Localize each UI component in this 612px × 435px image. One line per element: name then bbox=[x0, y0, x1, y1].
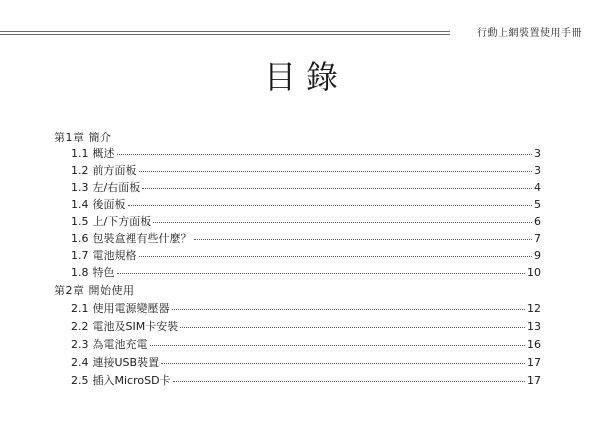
dot-leader bbox=[194, 239, 533, 240]
entry-page: 13 bbox=[527, 320, 541, 333]
entry-number: 1.2 bbox=[71, 164, 89, 177]
entry-page: 3 bbox=[534, 147, 541, 160]
entry-number: 1.3 bbox=[71, 181, 89, 194]
entry-label: 概述 bbox=[92, 147, 115, 160]
entry-page: 12 bbox=[527, 302, 541, 315]
toc-entry-1-6[interactable] bbox=[71, 230, 541, 246]
toc-entry-1-5[interactable] bbox=[71, 213, 541, 229]
entry-number: 2.4 bbox=[71, 356, 89, 369]
entry-page: 5 bbox=[534, 198, 541, 211]
entry-number: 1.5 bbox=[71, 215, 89, 228]
dot-leader bbox=[139, 256, 533, 257]
entry-page: 3 bbox=[534, 164, 541, 177]
entry-page: 16 bbox=[527, 338, 541, 351]
entry-page: 4 bbox=[534, 181, 541, 194]
toc-entry-2-5[interactable] bbox=[71, 372, 541, 388]
entry-page: 9 bbox=[534, 249, 541, 262]
entry-number: 1.8 bbox=[71, 266, 89, 279]
toc-entry-2-1[interactable] bbox=[71, 300, 541, 316]
dot-leader bbox=[128, 205, 533, 206]
toc-entry-2-4[interactable] bbox=[71, 354, 541, 370]
entry-page: 7 bbox=[534, 232, 541, 245]
entry-label: 上/下方面板 bbox=[92, 215, 152, 228]
dot-leader bbox=[173, 381, 525, 382]
toc-entry-1-8[interactable] bbox=[71, 264, 541, 280]
toc-entry-1-1[interactable] bbox=[71, 145, 541, 161]
entry-label: 前方面板 bbox=[92, 164, 137, 177]
dot-leader bbox=[180, 327, 525, 328]
dot-leader bbox=[117, 154, 533, 155]
toc-entry-1-7[interactable] bbox=[71, 247, 541, 263]
dot-leader bbox=[150, 345, 526, 346]
header-title: 行動上網裝置使用手冊 bbox=[477, 28, 582, 39]
toc-entry-1-4[interactable] bbox=[71, 196, 541, 212]
entry-label: 電池規格 bbox=[92, 249, 137, 262]
entry-label: 左/右面板 bbox=[92, 181, 141, 194]
page-title: 目錄 bbox=[263, 58, 348, 96]
dot-leader bbox=[117, 273, 526, 274]
entry-label: 使用電源變壓器 bbox=[92, 302, 170, 315]
chapter-1-heading[interactable]: 第1章 簡介 bbox=[54, 131, 112, 144]
dot-leader bbox=[153, 222, 532, 223]
entry-page: 17 bbox=[527, 374, 541, 387]
entry-label: 特色 bbox=[92, 266, 115, 279]
entry-page: 6 bbox=[534, 215, 541, 228]
entry-label: 插入MicroSD卡 bbox=[92, 374, 171, 387]
running-header bbox=[0, 22, 612, 42]
entry-number: 1.7 bbox=[71, 249, 89, 262]
entry-number: 1.6 bbox=[71, 232, 89, 245]
dot-leader bbox=[142, 188, 532, 189]
entry-number: 2.5 bbox=[71, 374, 89, 387]
entry-page: 10 bbox=[527, 266, 541, 279]
toc-entry-1-3[interactable] bbox=[71, 179, 541, 195]
entry-page: 17 bbox=[527, 356, 541, 369]
entry-number: 2.1 bbox=[71, 302, 89, 315]
entry-label: 電池及SIM卡安裝 bbox=[92, 320, 179, 333]
entry-number: 2.2 bbox=[71, 320, 89, 333]
toc-entry-2-3[interactable] bbox=[71, 336, 541, 352]
toc-entry-2-2[interactable] bbox=[71, 318, 541, 334]
dot-leader bbox=[172, 309, 526, 310]
toc-entry-1-2[interactable] bbox=[71, 162, 541, 178]
entry-label: 為電池充電 bbox=[92, 338, 148, 351]
dot-leader bbox=[139, 171, 533, 172]
entry-label: 包裝盒裡有些什麼？ bbox=[92, 232, 192, 245]
chapter-2-heading[interactable]: 第2章 開始使用 bbox=[54, 284, 135, 297]
entry-label: 後面板 bbox=[92, 198, 126, 211]
entry-label: 連接USB裝置 bbox=[92, 356, 160, 369]
header-rule bbox=[0, 31, 450, 35]
dot-leader bbox=[161, 363, 525, 364]
entry-number: 2.3 bbox=[71, 338, 89, 351]
entry-number: 1.1 bbox=[71, 147, 89, 160]
entry-number: 1.4 bbox=[71, 198, 89, 211]
